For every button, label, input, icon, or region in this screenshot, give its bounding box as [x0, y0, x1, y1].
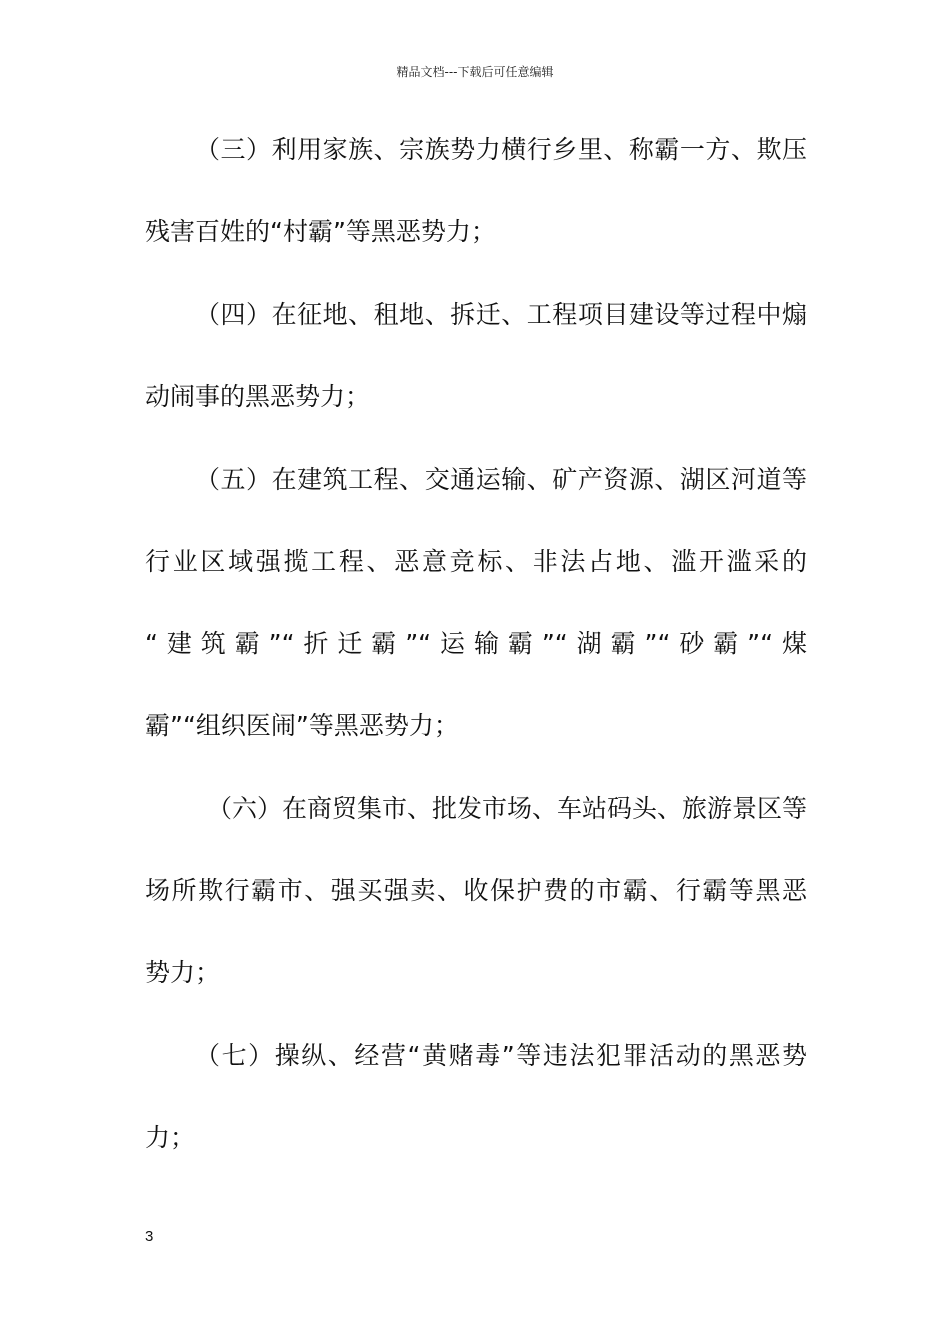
paragraph-3-line-1: （三）利用家族、宗族势力横行乡里、称霸一方、欺压 [195, 135, 807, 164]
paragraph-6-line-3: 势力； [145, 958, 221, 987]
paragraph-5-line-2: 行业区域强揽工程、恶意竞标、非法占地、滥开滥采的 [145, 547, 807, 576]
paragraph-5-line-3: “建筑霸”“折迁霸”“运输霸”“湖霸”“砂霸”“煤 [145, 629, 807, 658]
paragraph-4-line-1: （四）在征地、租地、拆迁、工程项目建设等过程中煽 [195, 300, 807, 329]
paragraph-7-line-2: 力； [145, 1123, 196, 1152]
paragraph-5-line-1: （五）在建筑工程、交通运输、矿产资源、湖区河道等 [195, 465, 807, 494]
paragraph-5-line-4: 霸”“组织医闹”等黑恶势力； [145, 711, 459, 740]
page-number: 3 [145, 1228, 154, 1245]
page-header: 精品文档---下载后可任意编辑 [396, 65, 554, 79]
paragraph-7-line-1: （七）操纵、经营“黄赌毒”等违法犯罪活动的黑恶势 [195, 1041, 807, 1070]
paragraph-4-line-2: 动闹事的黑恶势力； [145, 382, 371, 411]
paragraph-6-line-1: （六）在商贸集市、批发市场、车站码头、旅游景区等 [207, 794, 808, 823]
paragraph-6-line-2: 场所欺行霸市、强买强卖、收保护费的市霸、行霸等黑恶 [145, 876, 807, 905]
paragraph-3-line-2: 残害百姓的“村霸”等黑恶势力； [145, 217, 496, 246]
